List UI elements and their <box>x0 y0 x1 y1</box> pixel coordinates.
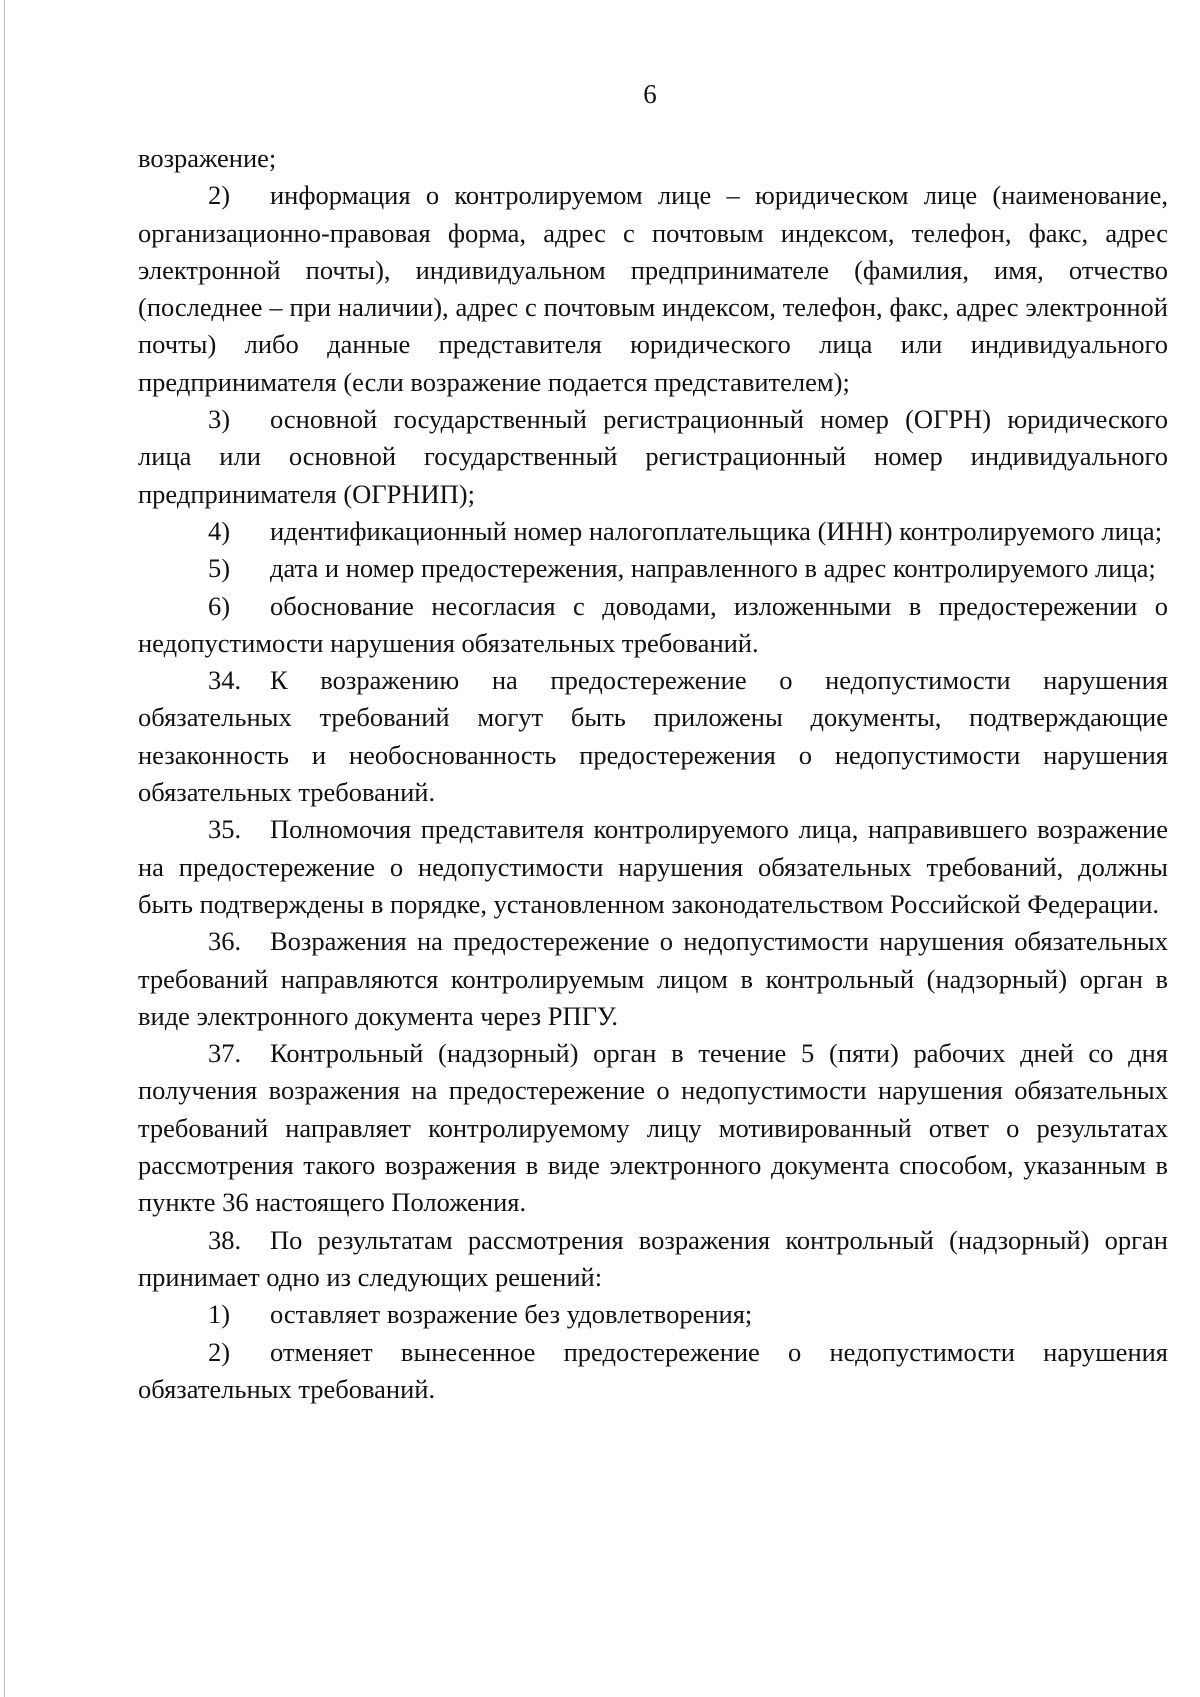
list-item <box>138 588 1168 663</box>
item-text: дата и номер предостережения, направленного в адрес контролируемого лица; <box>270 553 1156 584</box>
clause-text: оставляет возражение без удовлетворения; <box>270 1299 753 1330</box>
clause-number: 35. <box>208 814 242 845</box>
item-text: основной государственный регистрационный номер (ОГРН) юридического лица или основной государственный регистрационный номер индивидуального предпринимателя (ОГРНИП); <box>138 404 1168 509</box>
paragraph-text: возражение; <box>138 143 277 173</box>
item-number: 4) <box>208 515 231 546</box>
item-number: 2) <box>208 1336 231 1367</box>
scan-edge-line <box>4 0 5 1697</box>
clause-number: 36. <box>208 926 242 957</box>
list-item <box>138 177 1168 401</box>
list-item <box>138 1408 1168 1445</box>
item-number: 5) <box>208 553 231 584</box>
clause-number: 1) <box>208 1299 231 1330</box>
clause <box>138 1296 1168 1333</box>
clause <box>138 811 1168 923</box>
list-item <box>138 401 1168 513</box>
clause <box>138 1222 1168 1297</box>
item-text: информация о контролируемом лице – юридическом лице (наименование, организационно-правовая форма, адрес с почтовым индексом, телефон, факс, адрес электронной почты), индивидуальном предпринимателе (фамилия, имя, отчество (последнее – при наличии), адрес с почтовым индексом, телефон, факс, адрес электронной почты) либо данные представителя юридического лица или индивидуального предпринимателя (если возражение подается представителем); <box>138 180 1168 397</box>
list-item <box>138 550 1168 587</box>
clause-text: К возражению на предостережение о недопустимости нарушения обязательных требований могут быть приложены документы, подтверждающие незаконность и необоснованность предостережения о недопустимости нарушения обязательных требований. <box>138 665 1168 808</box>
clause-text: Полномочия представителя контролируемого лица, направившего возражение на предостережение о недопустимости нарушения обязательных требований, должны быть подтверждены в порядке, установленном законодательством Российской Федерации. <box>138 814 1168 919</box>
clause-text: По результатам рассмотрения возражения контрольный (надзорный) орган принимает одно из следующих решений: <box>138 1224 1168 1292</box>
item-text: обоснование несогласия с доводами, изложенными в предостережении о недопустимости нарушения обязательных требований. <box>138 590 1168 658</box>
clause-number: 34. <box>208 665 242 696</box>
item-number: 2) <box>208 180 231 211</box>
clause-text: Контрольный (надзорный) орган в течение 5 (пяти) рабочих дней со дня получения возражения на предостережение о недопустимости нарушения обязательных требований направляет контролируемому лицу мотивированный ответ о результатах рассмотрения такого возражения в виде электронного документа способом, указанным в пункте 36 настоящего Положения. <box>138 1038 1168 1218</box>
clause <box>138 662 1168 811</box>
item-number: 6) <box>208 590 231 621</box>
document-body <box>138 140 1168 1445</box>
clause <box>138 923 1168 1035</box>
clause-text: Возражения на предостережение о недопустимости нарушения обязательных требований направляются контролируемым лицом в контрольный (надзорный) орган в виде электронного документа через РПГУ. <box>138 926 1168 1031</box>
item-text: отменяет вынесенное предостережение о недопустимости нарушения обязательных требований. <box>138 1336 1168 1404</box>
item-text: идентификационный номер налогоплательщика (ИНН) контролируемого лица; <box>270 515 1163 546</box>
list-item <box>138 1334 1168 1409</box>
page-number: 6 <box>643 79 657 109</box>
clause-number: 37. <box>208 1038 242 1069</box>
clause <box>138 1035 1168 1221</box>
paragraph-continuation <box>138 140 1168 177</box>
list-item <box>138 513 1168 550</box>
clause-number: 38. <box>208 1224 242 1255</box>
item-number: 3) <box>208 404 231 435</box>
